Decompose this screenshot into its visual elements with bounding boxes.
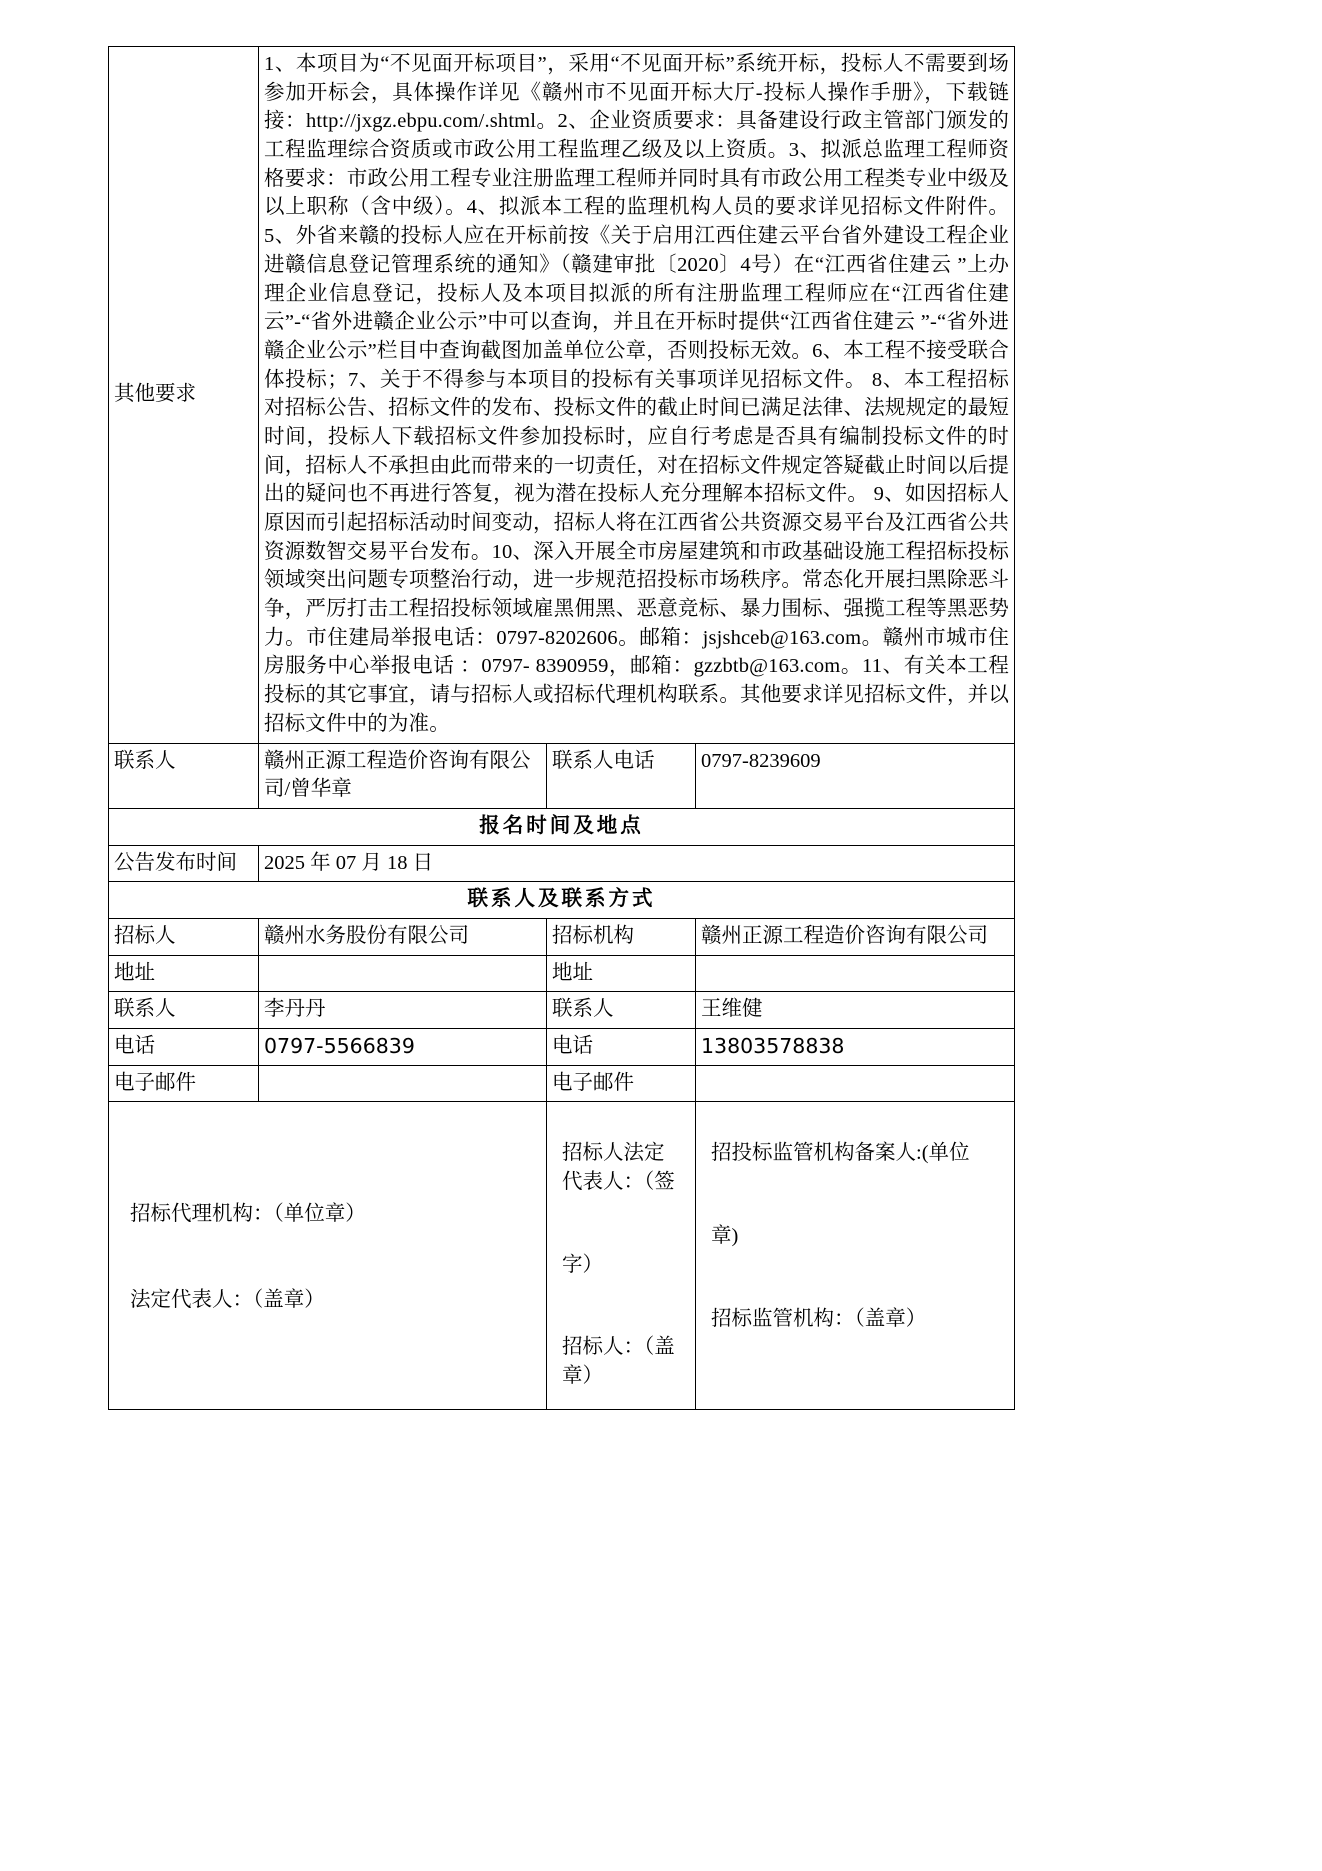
email-value-left: [259, 1065, 547, 1102]
person-value-right: 王维健: [696, 992, 1015, 1029]
email-value-right: [696, 1065, 1015, 1102]
signature-tenderer-cell: [547, 1102, 696, 1410]
signature-tenderer-legal-rep-label: 招标人法定代表人：（签: [562, 1142, 675, 1194]
person-value-left: 李丹丹: [259, 992, 547, 1029]
contact-phone-value: 0797-8239609: [696, 743, 1015, 808]
signature-agency-cell: [109, 1102, 547, 1410]
table-row-announcement-date: [109, 845, 1015, 882]
signature-tenderer-seal-label: 招标人：（盖章）: [562, 1336, 675, 1388]
table-row-address: [109, 955, 1015, 992]
signature-supervisor-seal-label: 招标监管机构：（盖章）: [711, 1307, 927, 1330]
address-value-right: [696, 955, 1015, 992]
person-label-left: 联系人: [109, 992, 259, 1029]
tenderer-value: 赣州水务股份有限公司: [259, 918, 547, 955]
table-row-registration-title: [109, 808, 1015, 845]
other-requirements-label: 其他要求: [109, 47, 259, 744]
contact-label: 联系人: [109, 743, 259, 808]
person-label-right: 联系人: [547, 992, 696, 1029]
table-row-other-requirements: [109, 47, 1015, 744]
signature-tenderer-legal-rep-label-cont: 字）: [562, 1253, 603, 1276]
announcement-date-label: 公告发布时间: [109, 845, 259, 882]
table-row-telephone: [109, 1029, 1015, 1066]
tel-label-right: 电话: [547, 1029, 696, 1066]
signature-agency-seal-label: 招标代理机构：（单位章）: [130, 1202, 366, 1225]
agency-label: 招标机构: [547, 918, 696, 955]
address-label-right: 地址: [547, 955, 696, 992]
signature-supervisor-record-label: 招投标监管机构备案人:(单位: [711, 1142, 970, 1165]
tenderer-label: 招标人: [109, 918, 259, 955]
other-requirements-body: 1、本项目为“不见面开标项目”，采用“不见面开标”系统开标，投标人不需要到场参加开标会，具体操作详见《赣州市不见面开标大厅-投标人操作手册》，下载链接：http://jxgz.ebpu.com/.shtml。2、企业资质要求：具备建设行政主管部门颁发的工程监理综合资质或市政公用工程监理乙级及以上资质。3、拟派总监理工程师资格要求：市政公用工程专业注册监理工程师并同时具有市政公用工程类专业中级及以上职称（含中级）。4、拟派本工程的监理机构人员的要求详见招标文件附件。5、外省来赣的投标人应在开标前按《关于启用江西住建云平台省外建设工程企业进赣信息登记管理系统的通知》（赣建审批〔2020〕4号）在“江西省住建云 ”上办理企业信息登记，投标人及本项目拟派的所有注册监理工程师应在“江西省住建云”-“省外进赣企业公示”中可以查询，并且在开标时提供“江西省住建云 ”-“省外进赣企业公示”栏目中查询截图加盖单位公章，否则投标无效。6、本工程不接受联合体投标；7、关于不得参与本项目的投标有关事项详见招标文件。 8、本工程招标对招标公告、招标文件的发布、投标文件的截止时间已满足法律、法规规定的最短时间，投标人下载招标文件参加投标时，应自行考虑是否具有编制投标文件的时间，招标人不承担由此而带来的一切责任，对在招标文件规定答疑截止时间以后提出的疑问也不再进行答复，视为潜在投标人充分理解本招标文件。 9、如因招标人原因而引起招标活动时间变动，招标人将在江西省公共资源交易平台及江西省公共资源数智交易平台发布。10、深入开展全市房屋建筑和市政基础设施工程招标投标领域突出问题专项整治行动，进一步规范招投标市场秩序。常态化开展扫黑除恶斗争，严厉打击工程招投标领域雇黑佣黑、恶意竞标、暴力围标、强揽工程等黑恶势力。市住建局举报电话：0797-8202606。邮箱：jsjshceb@163.com。赣州市城市住房服务中心举报电话 ：0797- 8390959，邮箱：gzzbtb@163.com。11、有关本工程投标的其它事宜，请与招标人或招标代理机构联系。其他要求详见招标文件，并以招标文件中的为准。: [259, 47, 1015, 744]
table-row-person: [109, 992, 1015, 1029]
contact-phone-label: 联系人电话: [547, 743, 696, 808]
table-row-contact-section-title: [109, 882, 1015, 919]
registration-section-title: 报名时间及地点: [109, 808, 1015, 845]
address-label-left: 地址: [109, 955, 259, 992]
tel-value-right: 13803578838: [696, 1029, 1015, 1066]
signature-supervisor-cell: [696, 1102, 1015, 1410]
table-row-tenderer: [109, 918, 1015, 955]
tel-value-left: 0797-5566839: [259, 1029, 547, 1066]
tender-notice-table: [108, 46, 1015, 1410]
announcement-date-value: 2025 年 07 月 18 日: [259, 845, 1015, 882]
tel-label-left: 电话: [109, 1029, 259, 1066]
table-row-contact: [109, 743, 1015, 808]
address-value-left: [259, 955, 547, 992]
email-label-left: 电子邮件: [109, 1065, 259, 1102]
email-label-right: 电子邮件: [547, 1065, 696, 1102]
contact-value: 赣州正源工程造价咨询有限公司/曾华章: [259, 743, 547, 808]
table-row-signatures: [109, 1102, 1015, 1410]
signature-supervisor-record-label-cont: 章): [711, 1225, 739, 1248]
agency-value: 赣州正源工程造价咨询有限公司: [696, 918, 1015, 955]
contact-section-title: 联系人及联系方式: [109, 882, 1015, 919]
signature-agency-legal-rep-label: 法定代表人：（盖章）: [130, 1289, 325, 1312]
table-row-email: [109, 1065, 1015, 1102]
